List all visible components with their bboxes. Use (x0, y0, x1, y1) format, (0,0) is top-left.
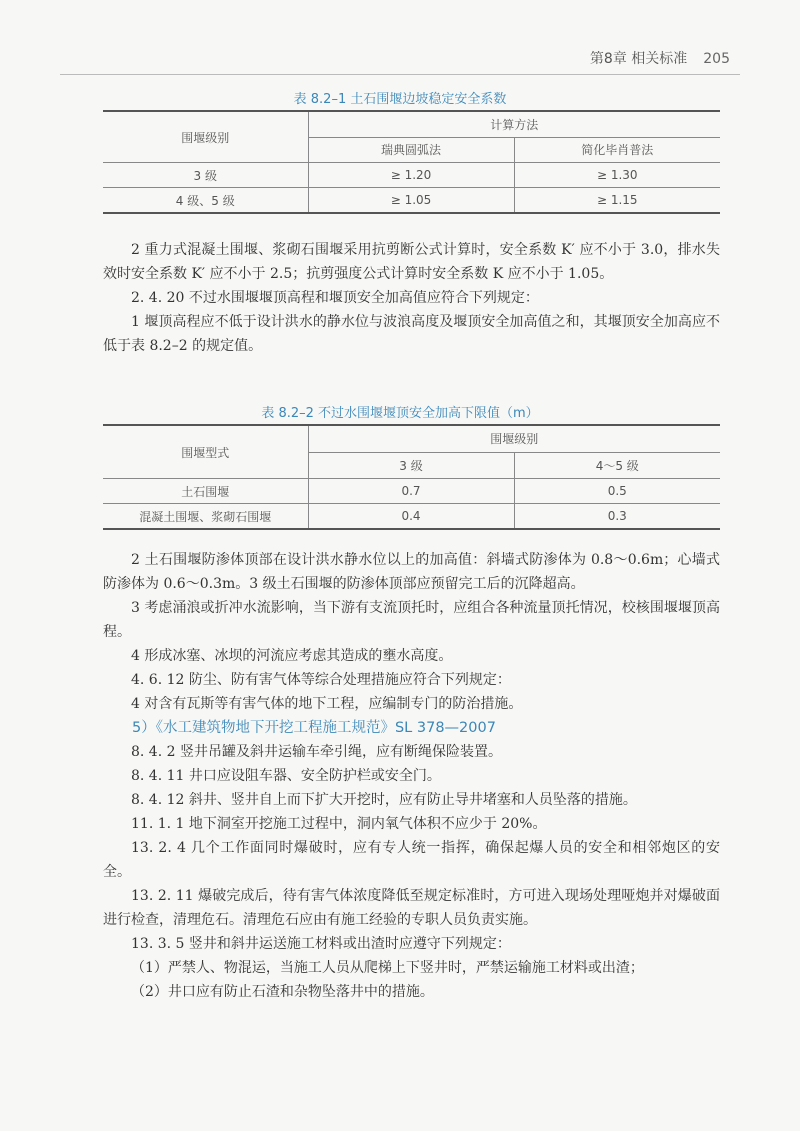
paragraph: 1 堰顶高程应不低于设计洪水的静水位与波浪高度及堰顶安全加高值之和，其堰顶安全加高应不低于表 8.2–2 的规定值。 (103, 314, 720, 354)
paragraph: 8. 4. 11 井口应设阻车器、安全防护栏或安全门。 (131, 768, 441, 784)
table-row (103, 188, 720, 214)
table-cell: ≥ 1.05 (308, 188, 514, 214)
page-header (60, 46, 740, 75)
table-header-row (103, 111, 720, 137)
section-title: 5）《水工建筑物地下开挖工程施工规范》SL 378—2007 (132, 720, 496, 736)
table-cell: 混凝土围堰、浆砌石围堰 (103, 504, 308, 530)
table-cell: ≥ 1.15 (514, 188, 720, 214)
header-cell: 简化毕肖普法 (514, 137, 720, 163)
header-cell: 瑞典圆弧法 (308, 137, 514, 163)
list-item: （1）严禁人、物混运，当施工人员从爬梯上下竖井时，严禁运输施工材料或出渣； (131, 960, 644, 976)
table-header-row (103, 425, 720, 452)
table-8-2-1-caption: 表 8.2–1 土石围堰边坡稳定安全系数 (293, 92, 507, 107)
header-cell: 围堰级别 (308, 425, 720, 452)
table-row (103, 504, 720, 530)
table-8-2-2-caption: 表 8.2–2 不过水围堰堰顶安全加高下限值（m） (261, 406, 539, 421)
page-number: 205 (703, 51, 730, 67)
paragraph: 13. 2. 4 几个工作面同时爆破时，应有专人统一指挥，确保起爆人员的安全和相邻炮区的安全。 (103, 840, 720, 880)
paragraph: 13. 3. 5 竖井和斜井运送施工材料或出渣时应遵守下列规定： (131, 936, 511, 952)
table-row (103, 163, 720, 188)
paragraph: 4 形成冰塞、冰坝的河流应考虑其造成的壅水高度。 (131, 648, 453, 664)
table-cell: 0.7 (308, 479, 514, 504)
table-cell: 0.3 (514, 504, 720, 530)
table-cell: 0.5 (514, 479, 720, 504)
paragraph: 2 重力式混凝土围堰、浆砌石围堰采用抗剪断公式计算时，安全系数 K′ 应不小于 3.0，排水失效时安全系数 K′ 应不小于 2.5；抗剪强度公式计算时安全系数 K 应不小于 1.05。 (103, 242, 720, 282)
header-cell: 4～5 级 (514, 452, 720, 479)
header-cell: 围堰型式 (103, 425, 308, 479)
paragraph: 4. 6. 12 防尘、防有害气体等综合处理措施应符合下列规定： (131, 672, 511, 688)
chapter-title: 第8章 相关标准 (589, 51, 688, 67)
table-8-2-1 (103, 110, 720, 214)
table-cell: ≥ 1.30 (514, 163, 720, 188)
body-section-a (103, 238, 720, 358)
paragraph: 2. 4. 20 不过水围堰堰顶高程和堰顶安全加高值应符合下列规定： (131, 290, 539, 306)
running-header (590, 48, 730, 68)
table-cell: 4 级、5 级 (103, 188, 308, 214)
table-cell: 0.4 (308, 504, 514, 530)
table-cell: 3 级 (103, 163, 308, 188)
paragraph: 8. 4. 12 斜井、竖井自上而下扩大开挖时，应有防止导井堵塞和人员坠落的措施。 (131, 792, 637, 808)
paragraph: 8. 4. 2 竖井吊罐及斜井运输车牵引绳，应有断绳保险装置。 (131, 744, 502, 760)
paragraph: 3 考虑涌浪或折冲水流影响，当下游有支流顶托时，应组合各种流量顶托情况，校核围堰堰顶高程。 (103, 600, 720, 640)
paragraph: 13. 2. 11 爆破完成后，待有害气体浓度降低至规定标准时，方可进入现场处理哑炮并对爆破面进行检查，清理危石。清理危石应由有施工经验的专职人员负责实施。 (103, 888, 720, 928)
table-8-2-2 (103, 424, 720, 530)
body-section-b (103, 548, 720, 1004)
paragraph: 4 对含有瓦斯等有害气体的地下工程，应编制专门的防治措施。 (131, 696, 523, 712)
header-cell: 围堰级别 (103, 111, 308, 163)
table-cell: 土石围堰 (103, 479, 308, 504)
table-row (103, 479, 720, 504)
paragraph: 11. 1. 1 地下洞室开挖施工过程中，洞内氧气体积不应少于 20%。 (131, 816, 547, 832)
list-item: （2）井口应有防止石渣和杂物坠落井中的措施。 (131, 984, 434, 1000)
header-cell: 计算方法 (308, 111, 720, 137)
paragraph: 2 土石围堰防渗体顶部在设计洪水静水位以上的加高值：斜墙式防渗体为 0.8～0.6m；心墙式防渗体为 0.6～0.3m。3 级土石围堰的防渗体顶部应预留完工后的沉降超高。 (103, 552, 720, 592)
header-cell: 3 级 (308, 452, 514, 479)
table-cell: ≥ 1.20 (308, 163, 514, 188)
